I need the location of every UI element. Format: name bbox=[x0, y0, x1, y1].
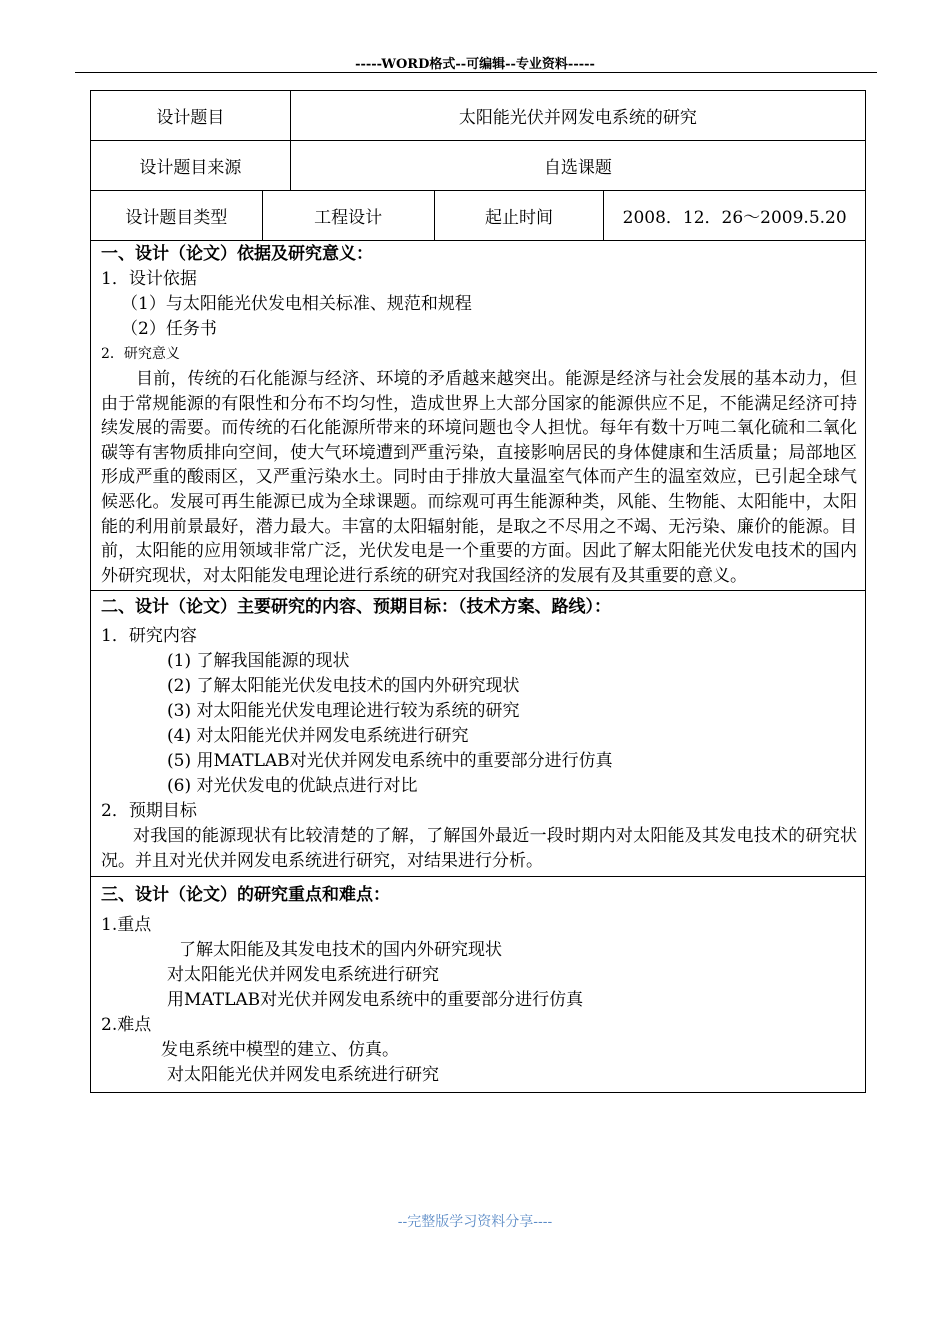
difficulty-item: 对太阳能光伏并网发电系统进行研究 bbox=[167, 1064, 439, 1085]
content-item: (3) 对太阳能光伏发电理论进行较为系统的研究 bbox=[167, 701, 520, 722]
section2-sub1: 1．研究内容 bbox=[101, 626, 197, 647]
section1-sub2: 2．研究意义 bbox=[101, 346, 180, 362]
content-item: (2) 了解太阳能光伏发电技术的国内外研究现状 bbox=[167, 676, 520, 697]
section2-sub2: 2．预期目标 bbox=[101, 801, 197, 822]
keypoint-item: 对太阳能光伏并网发电系统进行研究 bbox=[167, 964, 439, 985]
section-keypoints bbox=[91, 877, 865, 1092]
source-value: 自选课题 bbox=[543, 158, 612, 178]
topic-value: 太阳能光伏并网发电系统的研究 bbox=[458, 108, 697, 128]
section1-item1: （1）与太阳能光伏发电相关标准、规范和规程 bbox=[121, 294, 472, 314]
keypoint-item: 了解太阳能及其发电技术的国内外研究现状 bbox=[179, 939, 502, 960]
section2-paragraph: 对我国的能源现状有比较清楚的了解，了解国外最近一段时期内对太阳能及其发电技术的研究状况。并且对光伏并网发电系统进行研究，对结果进行分析。 bbox=[101, 826, 857, 871]
content-item: (4) 对太阳能光伏并网发电系统进行研究 bbox=[167, 726, 469, 747]
section-basis bbox=[91, 241, 865, 591]
source-label: 设计题目来源 bbox=[91, 141, 291, 190]
type-value: 工程设计 bbox=[263, 191, 435, 240]
type-label: 设计题目类型 bbox=[91, 191, 263, 240]
section3-sub2: 2.难点 bbox=[101, 1014, 152, 1035]
difficulty-item: 发电系统中模型的建立、仿真。 bbox=[161, 1039, 399, 1060]
section3-title: 三、设计（论文）的研究重点和难点： bbox=[101, 884, 390, 905]
topic-label: 设计题目 bbox=[91, 91, 291, 140]
section3-sub1: 1.重点 bbox=[101, 914, 152, 935]
content-item: (5) 用MATLAB对光伏并网发电系统中的重要部分进行仿真 bbox=[167, 751, 613, 772]
content-item: (1) 了解我国能源的现状 bbox=[167, 651, 350, 672]
section1-sub1: 1．设计依据 bbox=[101, 269, 197, 289]
page-header: -----WORD格式--可编辑--专业资料----- bbox=[355, 57, 595, 72]
section1-title: 一、设计（论文）依据及研究意义： bbox=[101, 244, 373, 264]
row-source bbox=[91, 141, 865, 191]
proposal-form bbox=[90, 90, 866, 1093]
period-value: 2008．12．26～2009.5.20 bbox=[622, 208, 847, 228]
period-label: 起止时间 bbox=[435, 191, 605, 240]
content-item: (6) 对光伏发电的优缺点进行对比 bbox=[167, 776, 418, 797]
section1-paragraph: 目前，传统的石化能源与经济、环境的矛盾越来越突出。能源是经济与社会发展的基本动力，但由于常规能源的有限性和分布不均匀性，造成世界上大部分国家的能源供应不足，不能满足经济可持续发展的需要。而传统的石化能源所带来的环境问题也令人担忧。每年有数十万吨二氧化硫和二氧化碳等有害物质排向空间，使大气环境遭到严重污染，直接影响居民的身体健康和生活质量；局部地区形成严重的酸雨区，又严重污染水土。同时由于排放大量温室气体而产生的温室效应，已引起全球气候恶化。发展可再生能源已成为全球课题。而综观可再生能源种类，风能、生物能、太阳能中，太阳能的利用前景最好，潜力最大。丰富的太阳辐射能，是取之不尽用之不竭、无污染、廉价的能源。目前，太阳能的应用领域非常广泛，光伏发电是一个重要的方面。因此了解太阳能光伏发电技术的国内外研究现状，对太阳能发电理论进行系统的研究对我国经济的发展有及其重要的意义。 bbox=[101, 369, 857, 586]
row-type bbox=[91, 191, 865, 241]
section2-title: 二、设计（论文）主要研究的内容、预期目标：（技术方案、路线）： bbox=[101, 597, 611, 618]
page-footer: --完整版学习资料分享---- bbox=[397, 1214, 553, 1230]
header-divider bbox=[75, 72, 877, 73]
row-topic bbox=[91, 91, 865, 141]
keypoint-item: 用MATLAB对光伏并网发电系统中的重要部分进行仿真 bbox=[167, 989, 584, 1010]
section1-item2: （2）任务书 bbox=[121, 319, 217, 339]
section-content bbox=[91, 591, 865, 876]
